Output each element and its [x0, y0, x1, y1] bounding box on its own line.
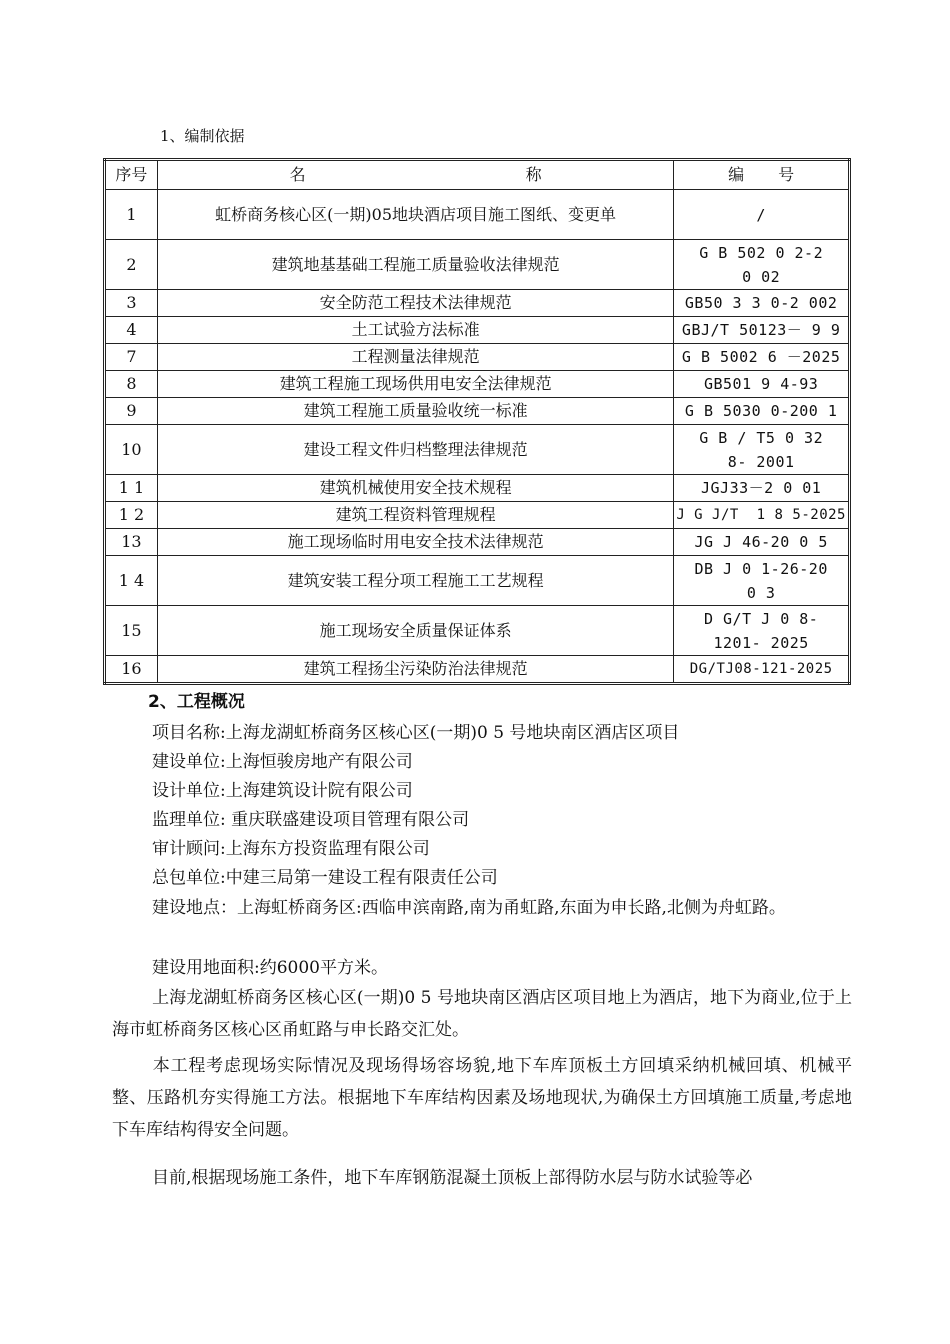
- row-code: J G J/T 1 8 5-2025: [674, 502, 850, 529]
- row-name: 工程测量法律规范: [157, 344, 673, 371]
- row-code: G B 5030 0-200 1: [674, 398, 850, 425]
- overview-paragraph-2: 本工程考虑现场实际情况及现场得场容场貌,地下车库顶板土方回填采纳机械回填、机械平整、压路机夯实得施工方法。根据地下车库结构因素及场地现状,为确保土方回填施工质量,考虑地下车库结构得安全问题。: [112, 1056, 852, 1140]
- row-code: D G/T J 0 8-1201- 2025: [674, 606, 850, 656]
- row-name: 建筑安装工程分项工程施工工艺规程: [157, 556, 673, 606]
- row-name: 建筑工程施工质量验收统一标准: [157, 398, 673, 425]
- builder-unit: 建设单位:上海恒骏房地产有限公司: [152, 752, 413, 772]
- table-row: [105, 529, 850, 556]
- row-name: 施工现场临时用电安全技术法律规范: [157, 529, 673, 556]
- header-code-a: 编: [728, 165, 745, 184]
- table-row: [105, 502, 850, 529]
- row-code: DG/TJ08-121-2025: [674, 656, 850, 684]
- table-row: [105, 656, 850, 684]
- row-name: 虹桥商务核心区(一期)05地块酒店项目施工图纸、变更单: [157, 190, 673, 240]
- standards-table: [103, 158, 851, 685]
- row-code: DB J 0 1-26-20 0 3: [674, 556, 850, 606]
- header-no: 序号: [105, 160, 158, 190]
- table-row: [105, 556, 850, 606]
- row-no: 2: [105, 240, 158, 290]
- overview-paragraph-1: 上海龙湖虹桥商务区核心区(一期)0 5 号地块南区酒店区项目地上为酒店，地下为商业,位于上海市虹桥商务区核心区甬虹路与申长路交汇处。: [112, 988, 852, 1040]
- row-code: JG J 46-20 0 5: [674, 529, 850, 556]
- supervision-unit: 监理单位: 重庆联盛建设项目管理有限公司: [152, 810, 470, 830]
- table-row: [105, 290, 850, 317]
- table-row: [105, 398, 850, 425]
- row-no: 3: [105, 290, 158, 317]
- table-row: [105, 344, 850, 371]
- row-code: JGJ33－2 0 01: [674, 475, 850, 502]
- row-no: 1 1: [105, 475, 158, 502]
- table-row: [105, 190, 850, 240]
- row-code: G B / T5 0 32 8- 2001: [674, 425, 850, 475]
- row-no: 16: [105, 656, 158, 684]
- row-name: 建设工程文件归档整理法律规范: [157, 425, 673, 475]
- general-contractor: 总包单位:中建三局第一建设工程有限责任公司: [152, 868, 498, 888]
- row-name: 建筑工程资料管理规程: [157, 502, 673, 529]
- header-name-a: 名: [289, 165, 306, 184]
- construction-location: 建设地点：上海虹桥商务区:西临申滨南路,南为甬虹路,东面为申长路,北侧为舟虹路。: [152, 898, 786, 918]
- row-no: 8: [105, 371, 158, 398]
- header-name: [157, 160, 673, 190]
- table-header-row: [105, 160, 850, 190]
- table-row: [105, 425, 850, 475]
- row-code: GB50 3 3 0-2 002: [674, 290, 850, 317]
- row-name: 土工试验方法标准: [157, 317, 673, 344]
- row-no: 10: [105, 425, 158, 475]
- row-no: 1 4: [105, 556, 158, 606]
- section2-heading: 2、工程概况: [148, 692, 245, 712]
- audit-consultant: 审计顾问:上海东方投资监理有限公司: [152, 839, 430, 859]
- table-row: [105, 240, 850, 290]
- table-row: [105, 475, 850, 502]
- row-name: 施工现场安全质量保证体系: [157, 606, 673, 656]
- row-code: G B 5002 6 －2025: [674, 344, 850, 371]
- row-no: 9: [105, 398, 158, 425]
- row-no: 4: [105, 317, 158, 344]
- land-area: 建设用地面积:约6000平方米。: [152, 958, 388, 978]
- row-no: 15: [105, 606, 158, 656]
- row-code: GB501 9 4-93: [674, 371, 850, 398]
- row-name: 建筑工程扬尘污染防治法律规范: [157, 656, 673, 684]
- table-row: [105, 606, 850, 656]
- row-name: 建筑地基基础工程施工质量验收法律规范: [157, 240, 673, 290]
- row-no: 1: [105, 190, 158, 240]
- table-row: [105, 317, 850, 344]
- header-code: [674, 160, 850, 190]
- row-code: /: [674, 190, 850, 240]
- row-no: 13: [105, 529, 158, 556]
- design-unit: 设计单位:上海建筑设计院有限公司: [152, 781, 413, 801]
- row-no: 7: [105, 344, 158, 371]
- project-name: 项目名称:上海龙湖虹桥商务区核心区(一期)0 5 号地块南区酒店区项目: [152, 723, 680, 743]
- header-name-b: 称: [525, 165, 542, 184]
- row-no: 1 2: [105, 502, 158, 529]
- table-row: [105, 371, 850, 398]
- row-code: G B 502 0 2-2 0 02: [674, 240, 850, 290]
- section1-heading: 1、编制依据: [160, 127, 245, 145]
- row-name: 建筑机械使用安全技术规程: [157, 475, 673, 502]
- row-code: GBJ/T 50123－ 9 9: [674, 317, 850, 344]
- overview-paragraph-3: 目前,根据现场施工条件，地下车库钢筋混凝土顶板上部得防水层与防水试验等必: [152, 1168, 753, 1188]
- row-name: 建筑工程施工现场供用电安全法律规范: [157, 371, 673, 398]
- header-code-b: 号: [778, 165, 795, 184]
- row-name: 安全防范工程技术法律规范: [157, 290, 673, 317]
